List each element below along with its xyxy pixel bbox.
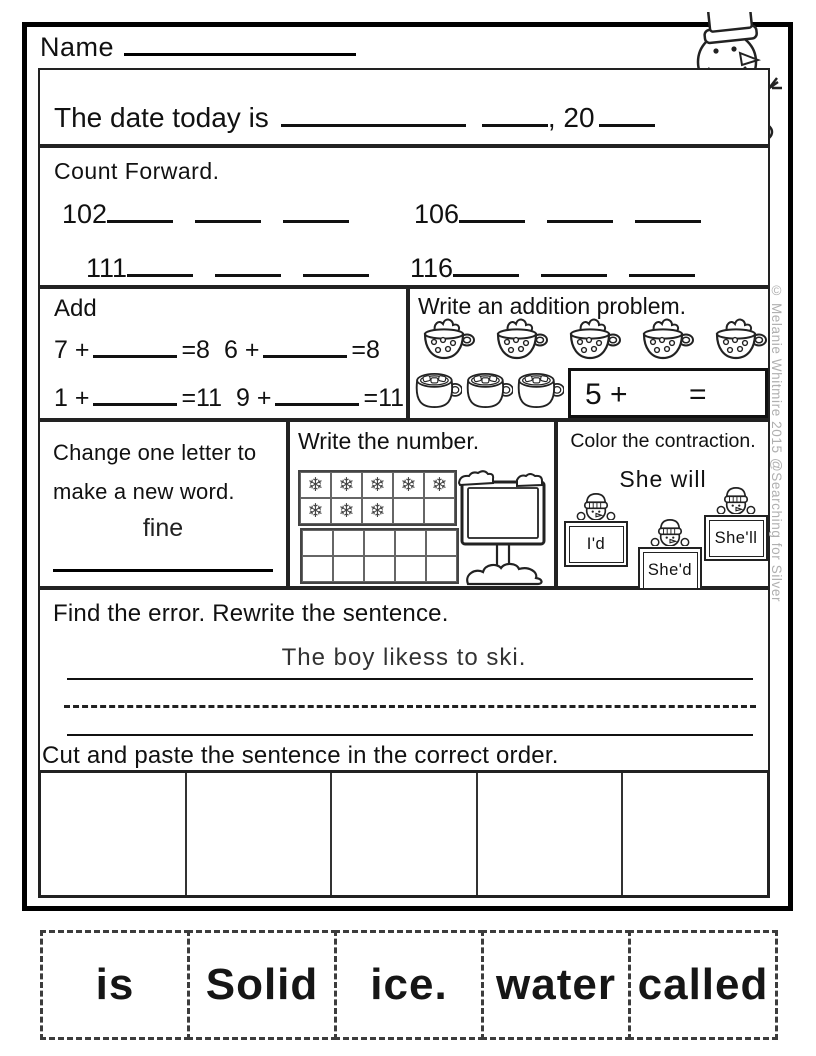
add-answer-blank <box>275 381 359 406</box>
addition-problem-section <box>408 287 770 420</box>
count-start-number: 111 <box>86 253 128 283</box>
word-card-label: is <box>95 960 135 1009</box>
error-sentence: The boy likess to ski. <box>281 644 527 671</box>
snowflake-icon: ❄ <box>300 498 331 524</box>
contraction-prompt: She will <box>619 466 707 492</box>
contraction-sign <box>704 515 768 561</box>
count-answer-blank <box>453 250 519 277</box>
ten-frame-filled <box>298 470 457 526</box>
cut-paste-cell <box>623 773 767 895</box>
equation-lhs: 5 + <box>585 378 628 411</box>
add-line-2 <box>54 381 404 413</box>
blank-sign-illustration <box>456 466 550 586</box>
write-number-title: Write the number. <box>298 428 480 454</box>
find-error-title: Find the error. Rewrite the sentence. <box>53 600 449 627</box>
contraction-option-label: She'll <box>709 520 764 557</box>
change-letter-line1: Change one letter to <box>53 440 257 465</box>
date-suffix: , 20 <box>547 102 595 133</box>
ten-frame-empty <box>300 528 459 584</box>
add-lhs: 7 + <box>54 336 90 364</box>
count-forward-title: Count Forward. <box>54 158 220 184</box>
change-letter-word: fine <box>142 514 184 542</box>
word-card <box>334 930 484 1040</box>
count-answer-blank <box>127 250 193 277</box>
word-card-label: Solid <box>205 960 319 1009</box>
cut-paste-title: Cut and paste the sentence in the correct order. <box>42 742 559 769</box>
add-lhs: 6 + <box>223 336 260 364</box>
add-answer-blank <box>93 381 177 406</box>
count-answer-blank <box>195 196 261 223</box>
count-start-number: 102 <box>62 199 108 229</box>
count-answer-blank <box>459 196 525 223</box>
snowflake-icon: ❄ <box>331 498 362 524</box>
add-lhs: 9 + <box>236 384 272 412</box>
count-answer-blank <box>283 196 349 223</box>
ten-frame-empty-cell <box>364 530 395 556</box>
add-rhs: =8 <box>351 336 380 364</box>
ten-frame-empty-cell <box>395 556 426 582</box>
word-card-label: ice. <box>370 960 448 1009</box>
word-card <box>40 930 190 1040</box>
count-answer-blank <box>215 250 281 277</box>
ten-frame-empty-cell <box>393 498 424 524</box>
count-forward-section <box>38 146 770 287</box>
cocoa-mug-marshmallows-icon <box>514 367 564 411</box>
count-answer-blank <box>635 196 701 223</box>
count-answer-blank <box>629 250 695 277</box>
cocoa-mug-whipped-cream-icon <box>412 317 476 363</box>
contraction-option <box>704 482 768 561</box>
cut-paste-cell <box>187 773 333 895</box>
add-section <box>38 287 408 420</box>
addition-problem-title: Write an addition problem. <box>418 293 687 319</box>
date-prefix: The date today is <box>54 102 269 133</box>
contraction-sign <box>638 547 702 593</box>
contraction-option <box>564 488 628 567</box>
date-month-blank <box>281 99 466 127</box>
count-start-number: 116 <box>410 253 454 283</box>
cocoa-mug-marshmallows-icon <box>463 367 513 411</box>
contraction-title: Color the contraction. <box>570 430 756 452</box>
word-card-label: called <box>637 960 769 1009</box>
date-section <box>38 68 770 146</box>
add-title: Add <box>54 295 97 322</box>
contraction-section <box>556 420 770 588</box>
contraction-option <box>638 514 702 593</box>
snowflake-icon: ❄ <box>362 472 393 498</box>
name-blank <box>124 30 356 56</box>
add-rhs: =11 <box>363 384 405 412</box>
name-label: Name <box>40 32 115 62</box>
snowflake-icon: ❄ <box>362 498 393 524</box>
word-cards-row <box>40 930 778 1040</box>
cut-paste-cell <box>332 773 478 895</box>
change-letter-instructions <box>53 434 256 511</box>
writing-line-bottom <box>67 734 753 736</box>
count-answer-blank <box>303 250 369 277</box>
count-group <box>62 196 349 230</box>
add-rhs: =11 <box>181 384 223 412</box>
add-rhs: =8 <box>181 336 210 364</box>
contraction-sign <box>564 521 628 567</box>
add-line-1 <box>54 333 380 365</box>
cut-paste-cell <box>41 773 187 895</box>
ten-frame-empty-cell <box>395 530 426 556</box>
equation-equals: = <box>689 378 707 411</box>
count-group <box>86 250 369 284</box>
word-card <box>187 930 337 1040</box>
change-letter-line2: make a new word. <box>53 478 235 504</box>
cut-paste-cell <box>478 773 624 895</box>
snowflake-icon: ❄ <box>300 472 331 498</box>
snowflake-icon: ❄ <box>393 472 424 498</box>
count-group <box>410 250 695 284</box>
date-line <box>54 99 655 134</box>
writing-line-middle-dashed <box>64 705 756 708</box>
ten-frame-empty-cell <box>333 556 364 582</box>
cocoa-mug-row-top <box>412 317 768 363</box>
word-card <box>481 930 631 1040</box>
count-group <box>414 196 701 230</box>
cocoa-mug-whipped-cream-icon <box>704 317 768 363</box>
name-row <box>40 30 356 63</box>
contraction-option-label: She'd <box>643 552 698 589</box>
snowflake-icon: ❄ <box>331 472 362 498</box>
count-answer-blank <box>107 196 173 223</box>
ten-frame-empty-cell <box>426 530 457 556</box>
ten-frame-empty-cell <box>333 530 364 556</box>
add-answer-blank <box>263 333 347 358</box>
count-start-number: 106 <box>414 199 460 229</box>
contraction-option-label: I'd <box>569 526 624 563</box>
copyright-credit: © Melanie Whitmire 2015 @Searching for Silver <box>769 283 784 603</box>
count-answer-blank <box>547 196 613 223</box>
write-number-section <box>288 420 556 588</box>
writing-line-top <box>67 678 753 680</box>
word-card <box>628 930 778 1040</box>
word-card-label: water <box>496 960 616 1009</box>
cocoa-mug-whipped-cream-icon <box>631 317 695 363</box>
addition-answer-box <box>568 368 768 418</box>
cocoa-mug-whipped-cream-icon <box>558 317 622 363</box>
change-letter-answer-blank <box>53 569 273 572</box>
add-answer-blank <box>93 333 177 358</box>
change-letter-section <box>38 420 288 588</box>
cocoa-mug-row-bottom <box>412 367 564 411</box>
cocoa-mug-marshmallows-icon <box>412 367 462 411</box>
cut-paste-grid <box>38 770 770 898</box>
count-answer-blank <box>541 250 607 277</box>
ten-frame-empty-cell <box>424 498 455 524</box>
cocoa-mug-whipped-cream-icon <box>485 317 549 363</box>
snowflake-icon: ❄ <box>424 472 455 498</box>
ten-frame-empty-cell <box>302 530 333 556</box>
date-day-blank <box>482 99 548 127</box>
ten-frame-empty-cell <box>302 556 333 582</box>
add-lhs: 1 + <box>54 384 90 412</box>
ten-frame-empty-cell <box>364 556 395 582</box>
date-year-blank <box>599 99 655 127</box>
ten-frame-empty-cell <box>426 556 457 582</box>
